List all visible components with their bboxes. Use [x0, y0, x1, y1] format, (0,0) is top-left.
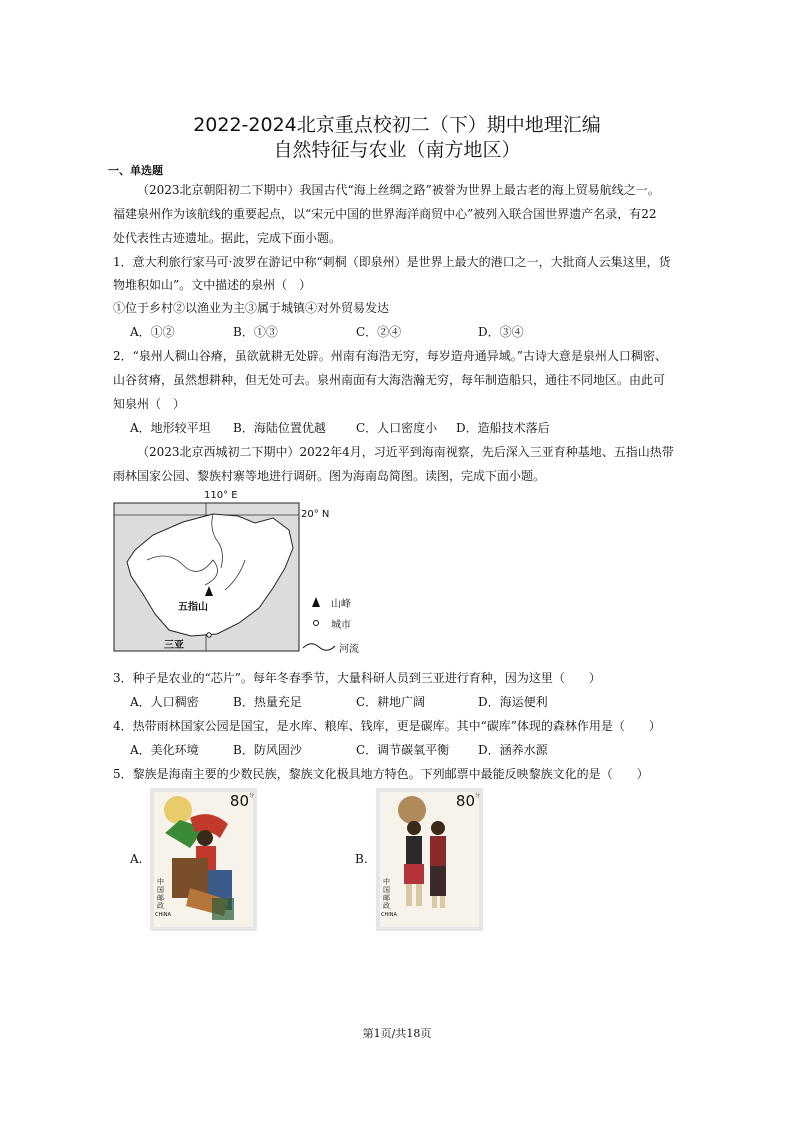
map-peak-label: 五指山: [178, 602, 208, 613]
stamp-a-unit: 分: [248, 793, 254, 799]
doc-title-line1: 2022-2024北京重点校初二（下）期中地理汇编: [193, 114, 601, 136]
q5-line: 5．黎族是海南主要的少数民族，黎族文化极具地方特色。下列邮票中最能反映黎族文化的是（ ）: [113, 767, 649, 781]
q1-statement: ①位于乡村②以渔业为主③属于城镇④对外贸易发达: [113, 301, 390, 315]
q2-option-a[interactable]: A．地形较平坦: [130, 421, 211, 435]
stamp-a-country: 中国邮政: [157, 878, 164, 910]
q3-option-d[interactable]: D．海运便利: [478, 695, 548, 709]
q4-line: 4．热带雨林国家公园是国宝，是水库、粮库、钱库，更是碳库。其中“碳库”体现的森林作用是（ ）: [113, 719, 661, 733]
q5-option-a[interactable]: A.: [130, 852, 143, 866]
stamp-a-country-en: CHINA: [155, 912, 171, 918]
q1-option-a[interactable]: A．①②: [130, 325, 175, 339]
q2-option-c[interactable]: C．人口密度小: [356, 421, 438, 435]
q4-option-a[interactable]: A．美化环境: [130, 743, 199, 757]
sanya-city-icon: [207, 633, 211, 637]
q4-option-c[interactable]: C．调节碳氧平衡: [356, 743, 450, 757]
stamp-b-value: 80: [455, 792, 475, 810]
stamp-b-image[interactable]: [376, 788, 483, 931]
group1-intro-line2: 福建泉州作为该航线的重要起点，以“宋元中国的世界海洋商贸中心”被列入联合国世界遗产名录，有22: [113, 207, 657, 221]
q2-line1: 2．“泉州人稠山谷瘠，虽欲就耕无处辟。州南有海浩无穷，每岁造舟通异域。”古诗大意是泉州人口稠密、: [113, 349, 667, 363]
q2-option-b[interactable]: B．海陆位置优越: [233, 421, 326, 435]
q2-line3: 知泉州（ ）: [113, 397, 186, 411]
q1-line1: 1．意大利旅行家马可·波罗在游记中称“刺桐（即泉州）是世界上最大的港口之一，大批商人云集这里，货: [113, 255, 671, 269]
stamp-a-value: 80: [229, 792, 249, 810]
map-lon-label: 110° E: [204, 490, 238, 501]
hainan-map-figure: [113, 490, 593, 660]
map-lat-label: 20° N: [301, 509, 330, 520]
section-label: 一、单选题: [108, 164, 163, 177]
group2-intro-line1: （2023北京西城初二下期中）2022年4月，习近平到海南视察，先后深入三亚育种基地、五指山热带: [137, 445, 674, 459]
stamp-a-image[interactable]: [150, 788, 257, 931]
page-footer: 第1页/共18页: [362, 1027, 432, 1040]
q2-line2: 山谷贫瘠，虽然想耕种，但无处可去。泉州南面有大海浩瀚无穷，每年制造船只，通往不同地区。由此可: [113, 373, 666, 387]
q4-option-b[interactable]: B．防风固沙: [233, 743, 302, 757]
q1-option-d[interactable]: D．③④: [478, 325, 524, 339]
legend-peak-label: 山峰: [331, 599, 351, 610]
stamp-b-unit: 分: [474, 793, 480, 799]
q5-option-b[interactable]: B.: [355, 852, 368, 866]
group2-intro-line2: 雨林国家公园、黎族村寨等地进行调研。图为海南岛简图。读图，完成下面小题。: [113, 469, 546, 483]
q1-line2: 物堆积如山”。文中描述的泉州（ ）: [113, 278, 312, 292]
map-city-label: 三亚: [164, 640, 184, 651]
stamp-b-country-en: CHINA: [381, 912, 397, 918]
legend-city-icon: [314, 621, 319, 626]
legend-river-label: 河流: [339, 644, 359, 655]
q3-option-c[interactable]: C．耕地广阔: [356, 695, 426, 709]
q3-option-b[interactable]: B．热量充足: [233, 695, 302, 709]
q1-option-c[interactable]: C．②④: [356, 325, 402, 339]
legend-peak-icon: [312, 597, 320, 607]
legend-river-icon: [303, 644, 335, 651]
group1-intro-line1: （2023北京朝阳初二下期中）我国古代“海上丝绸之路”被誉为世界上最古老的海上贸易航线之一。: [137, 183, 660, 197]
group1-intro-line3: 处代表性古迹遗址。据此，完成下面小题。: [113, 231, 342, 245]
stamp-b-country: 中国邮政: [383, 878, 390, 910]
q2-option-d[interactable]: D．造船技术落后: [456, 421, 550, 435]
q3-line: 3．种子是农业的“芯片”。每年冬春季节，大量科研人员到三亚进行育种，因为这里（ ）: [113, 671, 601, 685]
legend-city-label: 城市: [331, 620, 351, 631]
q1-option-b[interactable]: B．①③: [233, 325, 278, 339]
q4-option-d[interactable]: D．涵养水源: [478, 743, 548, 757]
q3-option-a[interactable]: A．人口稠密: [130, 695, 199, 709]
doc-title-line2: 自然特征与农业（南方地区）: [273, 139, 521, 161]
